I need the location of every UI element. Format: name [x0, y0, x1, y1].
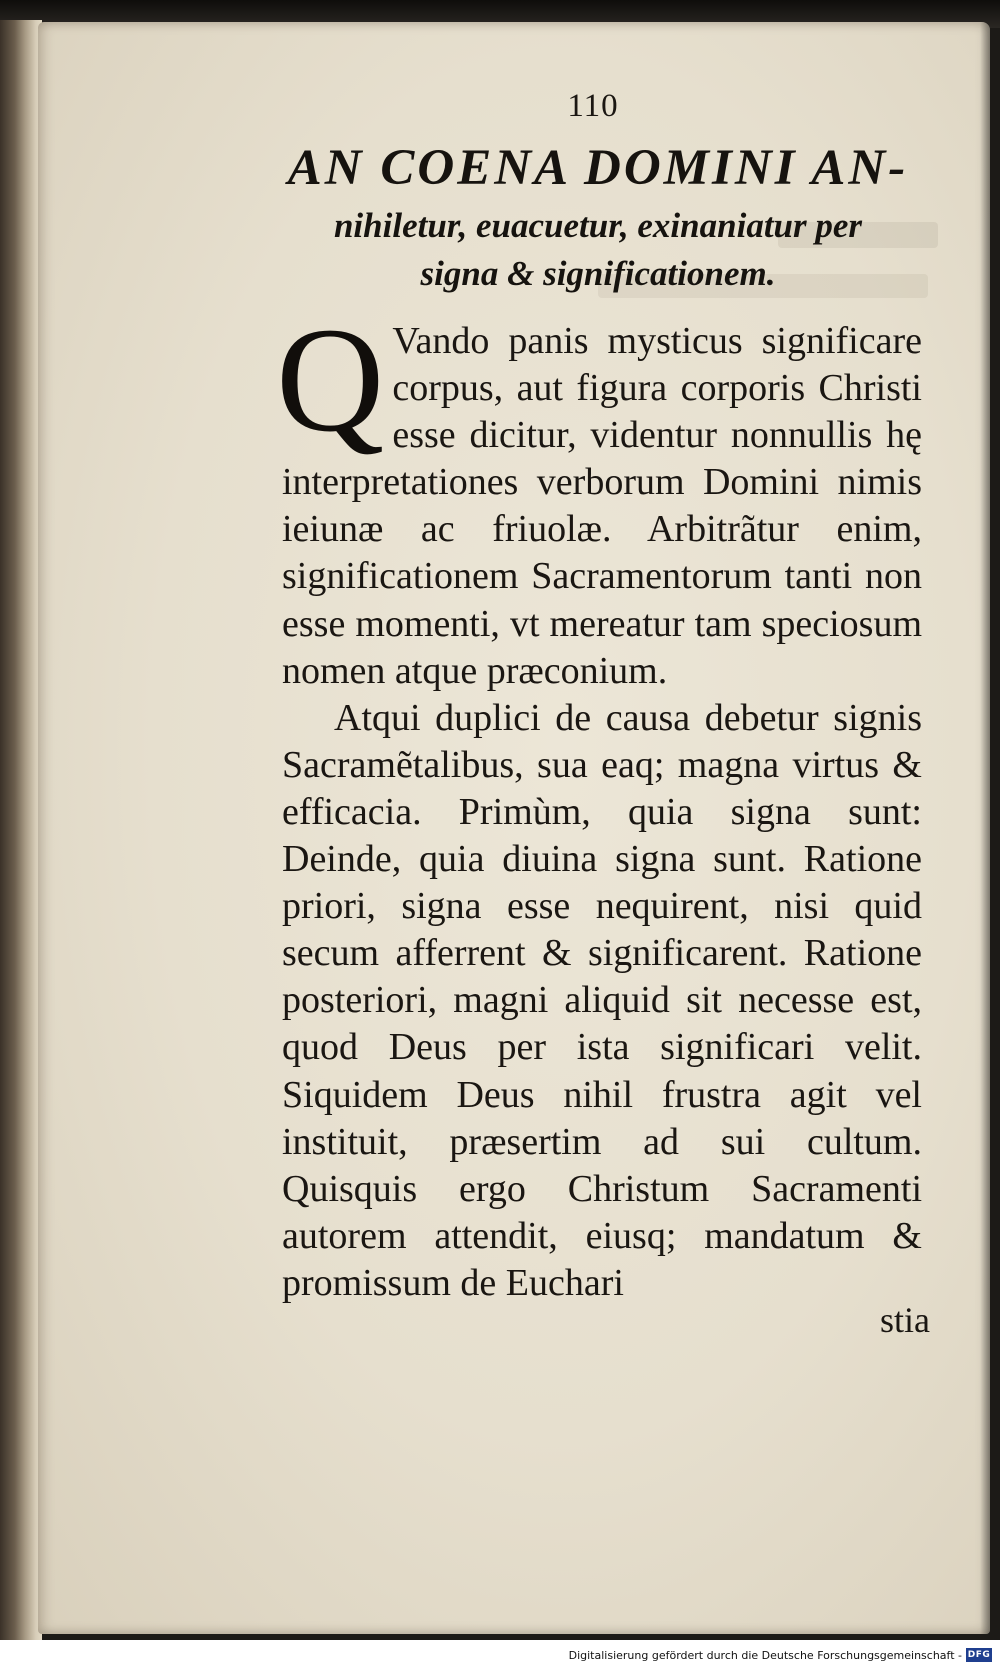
page-number: 110 — [567, 88, 619, 124]
paragraph — [276, 297, 922, 695]
title-line: nihiletur, euacuetur, exinaniatur per — [333, 206, 863, 245]
catchword: stia — [880, 1300, 930, 1340]
title-line: signa & significationem. — [420, 254, 776, 293]
title-line: AN COENA DOMINI AN- — [287, 140, 909, 196]
paragraph-text: Vando panis mysticus significare corpus, aut figura corporis Christi esse dicitur, videntur nonnullis hę interpretationes verborum Domini nimis ieiunæ ac friuolæ. Arbitrãtur enim, significationem Sacramentorum tanti non esse momenti, vt mereatur tam speciosum nomen atque præconium. — [282, 320, 922, 692]
book-spine-edge — [0, 20, 42, 1640]
dfg-logo-icon: DFG — [967, 1650, 991, 1660]
drop-cap: Q — [276, 297, 385, 463]
page-edge-shadow — [980, 22, 990, 1634]
paragraph: Atqui duplici de causa debetur signis Sacramẽtalibus, sua eaq; magna virtus & efficacia. Primùm, quia signa sunt: Deinde, quia diuina signa sunt. Ratione priori, signa esse nequirent, nisi quid secum afferrent & significarent. Ratione posteriori, magni aliquid sit necesse est, quod Deus per ista significari velit. Siquidem Deus nihil frustra agit vel instituit, præsertim ad sui cultum. Quisquis ergo Christum Sacramenti autorem attendit, eiusq; mandatum & promissum de Euchari — [282, 696, 922, 1304]
footer-credit: Digitalisierung gefördert durch die Deutsche Forschungsgemeinschaft - — [568, 1649, 962, 1662]
body-text — [276, 297, 922, 1307]
chapter-title — [268, 136, 928, 298]
